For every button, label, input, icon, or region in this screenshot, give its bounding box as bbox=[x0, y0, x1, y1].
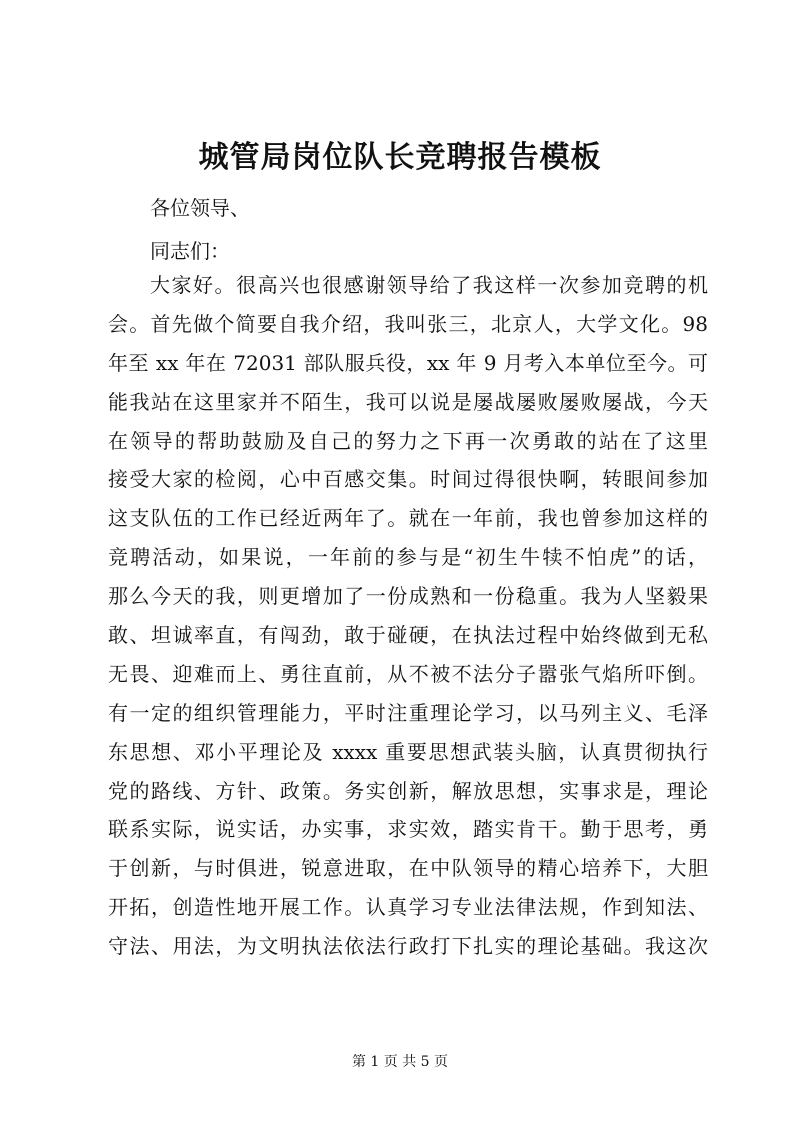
body-line: 在领导的帮助鼓励及自己的努力之下再一次勇敢的站在了这里 bbox=[108, 428, 708, 453]
body-line: 联系实际，说实话，办实事，求实效，踏实肯干。勤于思考，勇 bbox=[108, 817, 708, 842]
salutation-line: 各位领导、 bbox=[150, 196, 250, 220]
body-line: 那么今天的我，则更增加了一份成熟和一份稳重。我为人坚毅果 bbox=[108, 584, 708, 609]
page-number-footer: 第 1 页 共 5 页 bbox=[351, 1054, 449, 1070]
body-line: 竞聘活动，如果说，一年前的参与是“初生牛犊不怕虎”的话， bbox=[108, 545, 708, 570]
body-line: 无畏、迎难而上、勇往直前，从不被不法分子嚣张气焰所吓倒。 bbox=[108, 661, 708, 686]
body-paragraph bbox=[108, 266, 708, 966]
body-line: 接受大家的检阅，心中百感交集。时间过得很快啊，转眼间参加 bbox=[108, 467, 708, 492]
body-line: 这支队伍的工作已经近两年了。就在一年前，我也曾参加这样的 bbox=[108, 506, 708, 531]
body-line: 年至 xx 年在 72031 部队服兵役，xx 年 9 月考入本单位至今。可 bbox=[108, 350, 708, 375]
body-line: 党的路线、方针、政策。务实创新，解放思想，实事求是，理论 bbox=[108, 778, 708, 803]
body-line: 敢、坦诚率直，有闯劲，敢于碰硬，在执法过程中始终做到无私 bbox=[108, 623, 708, 648]
body-line: 于创新，与时俱进，锐意进取，在中队领导的精心培养下，大胆 bbox=[108, 856, 708, 881]
body-line: 守法、用法，为文明执法依法行政打下扎实的理论基础。我这次 bbox=[108, 934, 708, 959]
body-line: 大家好。很高兴也很感谢领导给了我这样一次参加竞聘的机 bbox=[150, 273, 708, 297]
document-title: 城管局岗位队长竞聘报告模板 bbox=[198, 140, 602, 175]
body-line: 开拓，创造性地开展工作。认真学习专业法律法规，作到知法、 bbox=[108, 895, 708, 920]
body-line: 东思想、邓小平理论及 xxxx 重要思想武装头脑，认真贯彻执行 bbox=[108, 739, 708, 764]
salutation-line: 同志们： bbox=[150, 239, 230, 263]
body-line: 能我站在这里家并不陌生，我可以说是屡战屡败屡败屡战，今天 bbox=[108, 389, 708, 414]
body-line: 会。首先做个简要自我介绍，我叫张三，北京人，大学文化。98 bbox=[108, 311, 708, 336]
body-line: 有一定的组织管理能力，平时注重理论学习，以马列主义、毛泽 bbox=[108, 700, 708, 725]
